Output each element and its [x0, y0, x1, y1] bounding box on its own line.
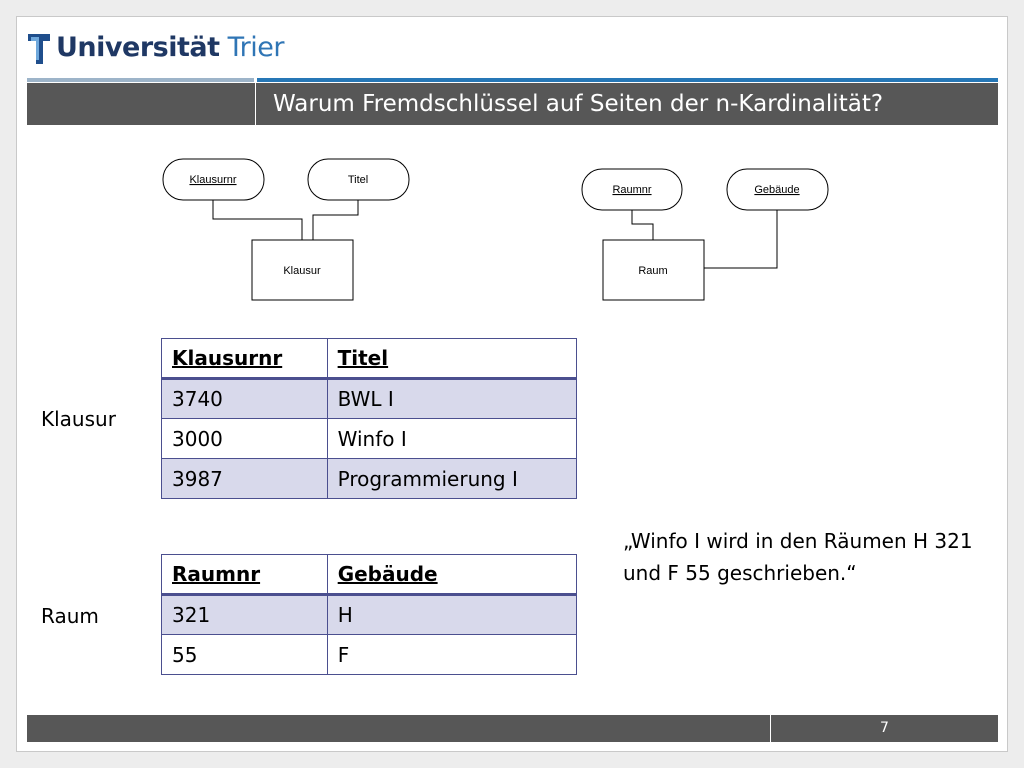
column-header-klausurnr: Klausurnr: [162, 339, 328, 379]
attribute-gebaeude-label: Gebäude: [754, 184, 800, 196]
page-title: Warum Fremdschlüssel auf Seiten der n-Kardinalität?: [273, 91, 884, 117]
table-row: [162, 379, 577, 419]
table-cell: F: [327, 635, 576, 675]
table-cell: 321: [162, 595, 328, 635]
accent-line-left: [27, 78, 254, 82]
university-logo-icon: [28, 32, 50, 64]
entity-klausur-label: Klausur: [283, 265, 321, 277]
attribute-klausurnr-label: Klausurnr: [189, 174, 237, 186]
title-bar-left-block: [27, 83, 256, 125]
table-cell: 3987: [162, 459, 328, 499]
attribute-titel-label: Titel: [347, 174, 369, 186]
table-cell: Programmierung I: [327, 459, 576, 499]
table-header-row: [162, 339, 577, 379]
connector-titel: [313, 200, 358, 240]
table-cell: 3000: [162, 419, 328, 459]
er-diagram-klausur: [147, 155, 567, 305]
table-cell: 55: [162, 635, 328, 675]
footer-bar: [27, 715, 998, 742]
table-row: [162, 459, 577, 499]
column-header-titel: Titel: [327, 339, 576, 379]
attribute-raumnr-label: Raumnr: [612, 184, 652, 196]
table-row: [162, 419, 577, 459]
er-diagram-raum: [567, 155, 987, 305]
column-header-gebaeude: Gebäude: [327, 555, 576, 595]
table-klausur: [161, 338, 577, 499]
connector-klausurnr: [213, 200, 302, 240]
footer-left-block: [27, 715, 771, 742]
relation-label-raum: Raum: [41, 604, 99, 628]
table-cell: H: [327, 595, 576, 635]
title-bar: [27, 83, 998, 125]
slide: [16, 16, 1008, 752]
logo-text: [56, 28, 284, 68]
table-cell: 3740: [162, 379, 328, 419]
column-header-raumnr: Raumnr: [162, 555, 328, 595]
relation-label-klausur: Klausur: [41, 407, 116, 431]
logo-trier-text: Trier: [227, 32, 284, 63]
table-cell: Winfo I: [327, 419, 576, 459]
table-cell: BWL I: [327, 379, 576, 419]
table-raum: [161, 554, 577, 675]
page-number: 7: [880, 720, 889, 736]
example-quote: „Winfo I wird in den Räumen H 321 und F 55 geschrieben.“: [623, 529, 973, 585]
entity-raum-label: Raum: [638, 265, 668, 277]
table-row: [162, 635, 577, 675]
connector-gebaeude: [704, 210, 777, 268]
university-logo: [28, 28, 284, 68]
table-header-row: [162, 555, 577, 595]
logo-uni-text: Universität: [56, 32, 220, 63]
connector-raumnr: [632, 210, 653, 240]
accent-line-right: [257, 78, 998, 82]
table-row: [162, 595, 577, 635]
